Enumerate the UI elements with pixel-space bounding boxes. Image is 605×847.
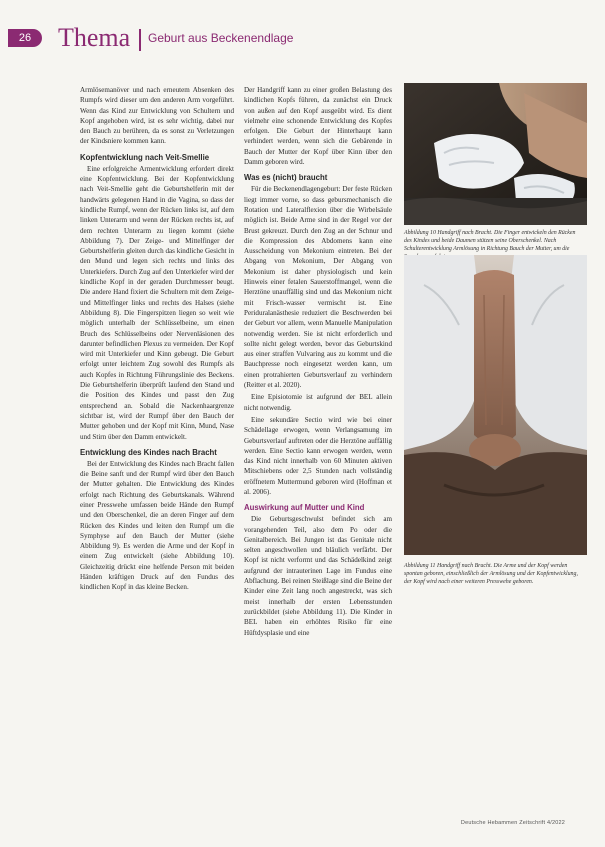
section-title: Thema [58,23,131,52]
page-footer: Deutsche Hebammen Zeitschrift 4/2022 [460,820,565,826]
intro-paragraph: Der Handgriff kann zu einer großen Belastung des kindlichen Kopfs führen, da zunächst ein Druck von außen auf den Kopf ausgeübt wird. Es dient vielmehr eine schonende Entwicklung des Kopfes erfolgen. Die Geburt der Hinterhaupt kann verhindert werden, wenn sich die Gebärende in Bauch der Mutter der Kopf über Kinn über den Damm geboren wird. [244,86,392,167]
paragraph: Eine erfolgreiche Armentwicklung erfordert direkt eine Kopfentwicklung. Bei der Kopfentwicklung nach Veit-Smellie geht die Geburtshelferin mit der handwärts gelegenen Hand in die Vagina, so dass der kindliche Rumpf, wenn der Rücken links ist, auf dem linken Unterarm und wenn der Rücken rechts ist, auf dem rechten Unterarm zu liegen kommt (siehe Abbildung 7). Der Zeige- und Mittelfinger der Geburtshelferin gleiten durch das kindliche Gesicht in den Mund und legen sich rechts und links des Unterkiefers. Durch Zug auf den Unterkiefer wird der kindliche Kopf in der geraden Durchmesser beugt. Die andere Hand fixiert die Schultern mit dem Zeige- und Mittelfinger links und rechts des Halses (siehe Abbildung 8). Die Fingerspitzen liegen so weit wie möglich unterhalb der Schlüsselbeine, um einen Bruch des Schlüsselbeins oder Nervenläsionen des darunter befindlichen Plexus zu vermeiden. Der Kopf wird mit Unterkiefer und Kinn gebeugt. Die Geburt erfolgt unter leichtem Zug sowohl des Rumpfs als auch Kopfes in Richtung Führungslinie des Beckens. Die Geburtshelferin überprüft laufend den Stand und die Position des Kindes und passt den Zug entsprechend an. Sobald die Nackenhaargrenze sichtbar ist, wird der Rumpf über den Bauch der Mutter gehoben und der Kopf mit Kinn, Mund, Nase und Stirn über den Damm entwickelt. [80,164,234,441]
figure-11-caption: Abbildung 11 Handgriff nach Bracht. Die Arme und der Kopf werden spontan geboren, einschließlich der Armlösung und der Kopfentwicklung, der Kopf wird nach einer weiteren Presswehe geboren. [404,563,578,585]
intro-paragraph: Armlösemanöver und nach erneutem Absenken des Rumpfs wird dieser um den anderen Arm vorgeführt. Wenn das Kind zur Entwicklung von Schultern und Kopf angehoben wird, ist es sehr wichtig, dabei nur den Bauch zu berühren, da es sonst zu Verletzungen der Kindsniere kommen kann. [80,86,234,146]
paragraph: Für die Beckenendlagengeburt: Der feste Rücken liegt immer vorne, so dass gebursmechanisch die Rotation und Lateralflexion über die Wirbelsäule möglich ist. Beide Arme sind in der Regel vor der Brust gekreuzt. Durch den Zug an der Schnur und die Kompression des Abdomens kann eine Ausscheidung von Mekonium eintreten. Bei der Abgang von Mekonium, Der Abgang von Mekonium ist daher physiologisch und kein Hinweis einer fetalen Sauerstoffmangel, wenn die Herztöne unauffällig sind und das Mekonium nicht mit Frisch-wasser vermischt ist. Eine Periduralanästhesie reduziert die Beschwerden bei der Geburt vor allem, wenn Manuelle Manipulation notwendig werden. Sie ist nicht erforderlich und sollte nicht gelegt werden, bevor das Geburtskind aus einer straffen Vulvaring aus zu kommt und die Bauchpresse noch eingesetzt werden kann, um einen protrahierten Geburtsverlauf zu verhindern (Reitter et al. 2020). [244,185,392,390]
figure-10-illustration [404,83,587,225]
text-column-middle [244,85,392,640]
heading-bracht: Entwicklung des Kindes nach Bracht [80,447,217,457]
page-number-badge: 26 [8,29,42,47]
paragraph: Bei der Entwicklung des Kindes nach Bracht fallen die Beine sanft und der Rumpf wird über den Bauch der Mutter gehalten. Die Entwicklung des Kindes erfolgt nach Richtung des Geburtskanals. Während einer Presswehe umfassen beide Hände den Rumpf und den Oberschenkel, die an deren Finger auf dem Rücken des Kindes und leiten den Rumpf um die Symphyse auf den Bauch der Mutter (siehe Abbildung 9). Es werden die Arme und der Kopf in einem Zug entwickelt (siehe Abbildung 10). Gleichzeitig drückt eine helfende Person mit beiden Händen kräftigen Druck auf den Fundus des kindlichen Kopf in das kleine Becken. [80,459,234,592]
paragraph: Die Geburtsgeschwulst befindet sich am vorangehenden Teil, also dem Po oder die Genitalbereich. Bei Jungen ist das Genitale nicht selten angeschwollen und bläulich verfärbt. Der Kopf ist nicht verformt und das Schädelkind zeigt aufgrund der intrauterinen Lage im Fundus eine Abflachung. Bei reinen Steißlage sind die Beine der Kinder eine Zeit lang noch angestreckt, was sich meist innerhalb der ersten Lebensstunden zurückbildet (siehe Abbildung 11). Die Kinder in BEL haben ein erhöhtes Risiko für eine Hüftdysplasie und eine [244,515,392,637]
figure-10-photo [404,83,587,225]
paragraph: Eine Episiotomie ist aufgrund der BEL allein nicht notwendig. [244,393,392,412]
page-subtitle: Geburt aus Beckenendlage [148,31,294,45]
figure-11-photo [404,255,587,555]
paragraph: Eine sekundäre Sectio wird wie bei einer Schädellage erwogen, wenn Verlangsamung im Geburtsverlauf auftreten oder die Herztöne auffällig werden. Eine Sectio kann erwogen werden, wenn das Kind nicht innerhalb von 60 Minuten aktiven Mitschiebens oder 2,5 Stunden nach vollständig eröffnetem Muttermund geboren wird (Hoffman et al. 2006). [244,415,392,496]
heading-veit-smellie: Kopfentwicklung nach Veit-Smellie [80,152,210,162]
heading-auswirkung: Auswirkung auf Mutter und Kind [244,503,365,513]
figure-10-caption: Abbildung 10 Handgriff nach Bracht. Die Finger entwickeln den Rücken des Kindes und beide Daumen stützen seine Oberschenkel. Nach Schulterentwicklung Armlösung in Richtung Bauch der Mutter, um die [404,230,576,252]
figure-11-illustration [404,255,587,555]
heading-was-es-braucht: Was es (nicht) braucht [244,173,328,183]
text-column-left [80,85,234,595]
title-divider [139,29,141,51]
